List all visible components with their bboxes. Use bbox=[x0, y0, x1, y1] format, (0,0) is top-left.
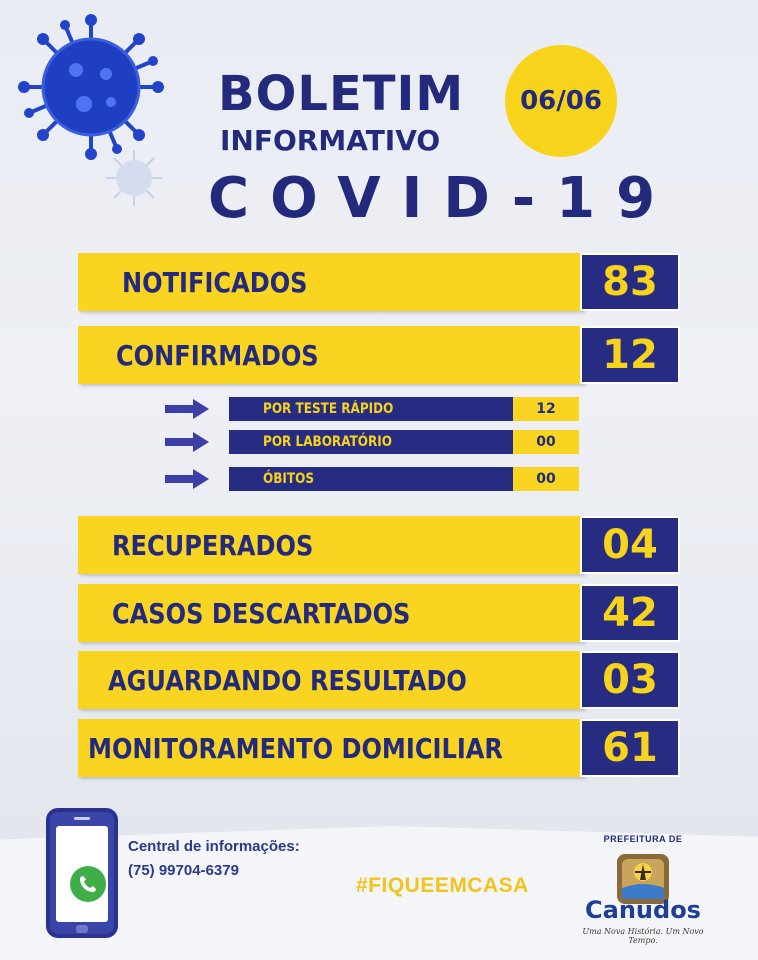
stat-value-box bbox=[580, 719, 680, 777]
logo-top-text: PREFEITURA DE bbox=[603, 834, 683, 844]
phone-speaker bbox=[74, 817, 90, 820]
title-informativo: INFORMATIVO bbox=[220, 124, 441, 157]
stat-value-box bbox=[580, 584, 680, 642]
stat-value-box bbox=[580, 651, 680, 709]
sub-value: 00 bbox=[536, 471, 556, 487]
sub-label: POR LABORATÓRIO bbox=[263, 434, 393, 450]
stat-value: 12 bbox=[602, 332, 658, 378]
arrow-right-icon bbox=[165, 432, 209, 452]
stat-row-confirmados bbox=[78, 326, 680, 384]
stat-label-box bbox=[78, 584, 584, 642]
phone-home-button bbox=[76, 925, 88, 933]
title-boletim: BOLETIM bbox=[218, 66, 465, 122]
stat-label: MONITORAMENTO DOMICILIAR bbox=[88, 731, 503, 765]
stat-value-box bbox=[580, 516, 680, 574]
stat-label: NOTIFICADOS bbox=[122, 265, 308, 299]
stat-value-box bbox=[580, 253, 680, 311]
stat-label-box bbox=[78, 516, 584, 574]
stat-row-monitoramento bbox=[78, 719, 680, 777]
sub-value-box bbox=[513, 397, 579, 421]
canudos-logo bbox=[578, 834, 708, 946]
arrow-right-icon bbox=[165, 469, 209, 489]
stat-value-box bbox=[580, 326, 680, 384]
logo-slogan: Uma Nova História. Um Novo Tempo. bbox=[582, 927, 704, 945]
stat-value: 42 bbox=[602, 590, 658, 636]
sub-label-box bbox=[229, 467, 513, 491]
arrow-right-icon bbox=[165, 399, 209, 419]
stat-label: RECUPERADOS bbox=[112, 528, 314, 562]
stat-label-box bbox=[78, 253, 584, 311]
stat-row-recuperados bbox=[78, 516, 680, 574]
virus-icon bbox=[16, 12, 166, 162]
stat-label: AGUARDANDO RESULTADO bbox=[108, 663, 467, 697]
stat-label-box bbox=[78, 326, 584, 384]
stat-value: 83 bbox=[602, 259, 658, 305]
phone-screen bbox=[56, 826, 108, 922]
sub-value: 12 bbox=[536, 401, 556, 417]
stat-value: 04 bbox=[602, 522, 658, 568]
virus-icon bbox=[104, 148, 164, 208]
sub-row-obitos bbox=[165, 467, 585, 491]
sub-label-box bbox=[229, 430, 513, 454]
contact-phone: (75) 99704-6379 bbox=[128, 862, 239, 879]
contact-title: Central de informações: bbox=[128, 838, 300, 855]
stat-label: CASOS DESCARTADOS bbox=[112, 596, 411, 630]
stat-row-descartados bbox=[78, 584, 680, 642]
stat-label: CONFIRMADOS bbox=[116, 338, 319, 372]
stat-value: 61 bbox=[602, 725, 658, 771]
sub-label-box bbox=[229, 397, 513, 421]
title-covid: COVID-19 bbox=[208, 166, 677, 231]
sub-value: 00 bbox=[536, 434, 556, 450]
sub-label: ÓBITOS bbox=[263, 471, 315, 487]
stat-label-box bbox=[78, 651, 584, 709]
logo-name: Canudos bbox=[585, 896, 701, 924]
stat-row-notificados bbox=[78, 253, 680, 311]
stat-row-aguardando bbox=[78, 651, 680, 709]
date-label: 06/06 bbox=[520, 86, 602, 116]
sub-row-teste-rapido bbox=[165, 397, 585, 421]
sub-label: POR TESTE RÁPIDO bbox=[263, 401, 394, 417]
sub-value-box bbox=[513, 467, 579, 491]
stat-label-box bbox=[78, 719, 584, 777]
sub-row-laboratorio bbox=[165, 430, 585, 454]
date-badge bbox=[505, 45, 617, 157]
hashtag: #FIQUEEMCASA bbox=[356, 874, 529, 897]
call-icon bbox=[70, 866, 106, 902]
sub-value-box bbox=[513, 430, 579, 454]
phone-icon bbox=[46, 808, 118, 938]
stat-value: 03 bbox=[602, 657, 658, 703]
